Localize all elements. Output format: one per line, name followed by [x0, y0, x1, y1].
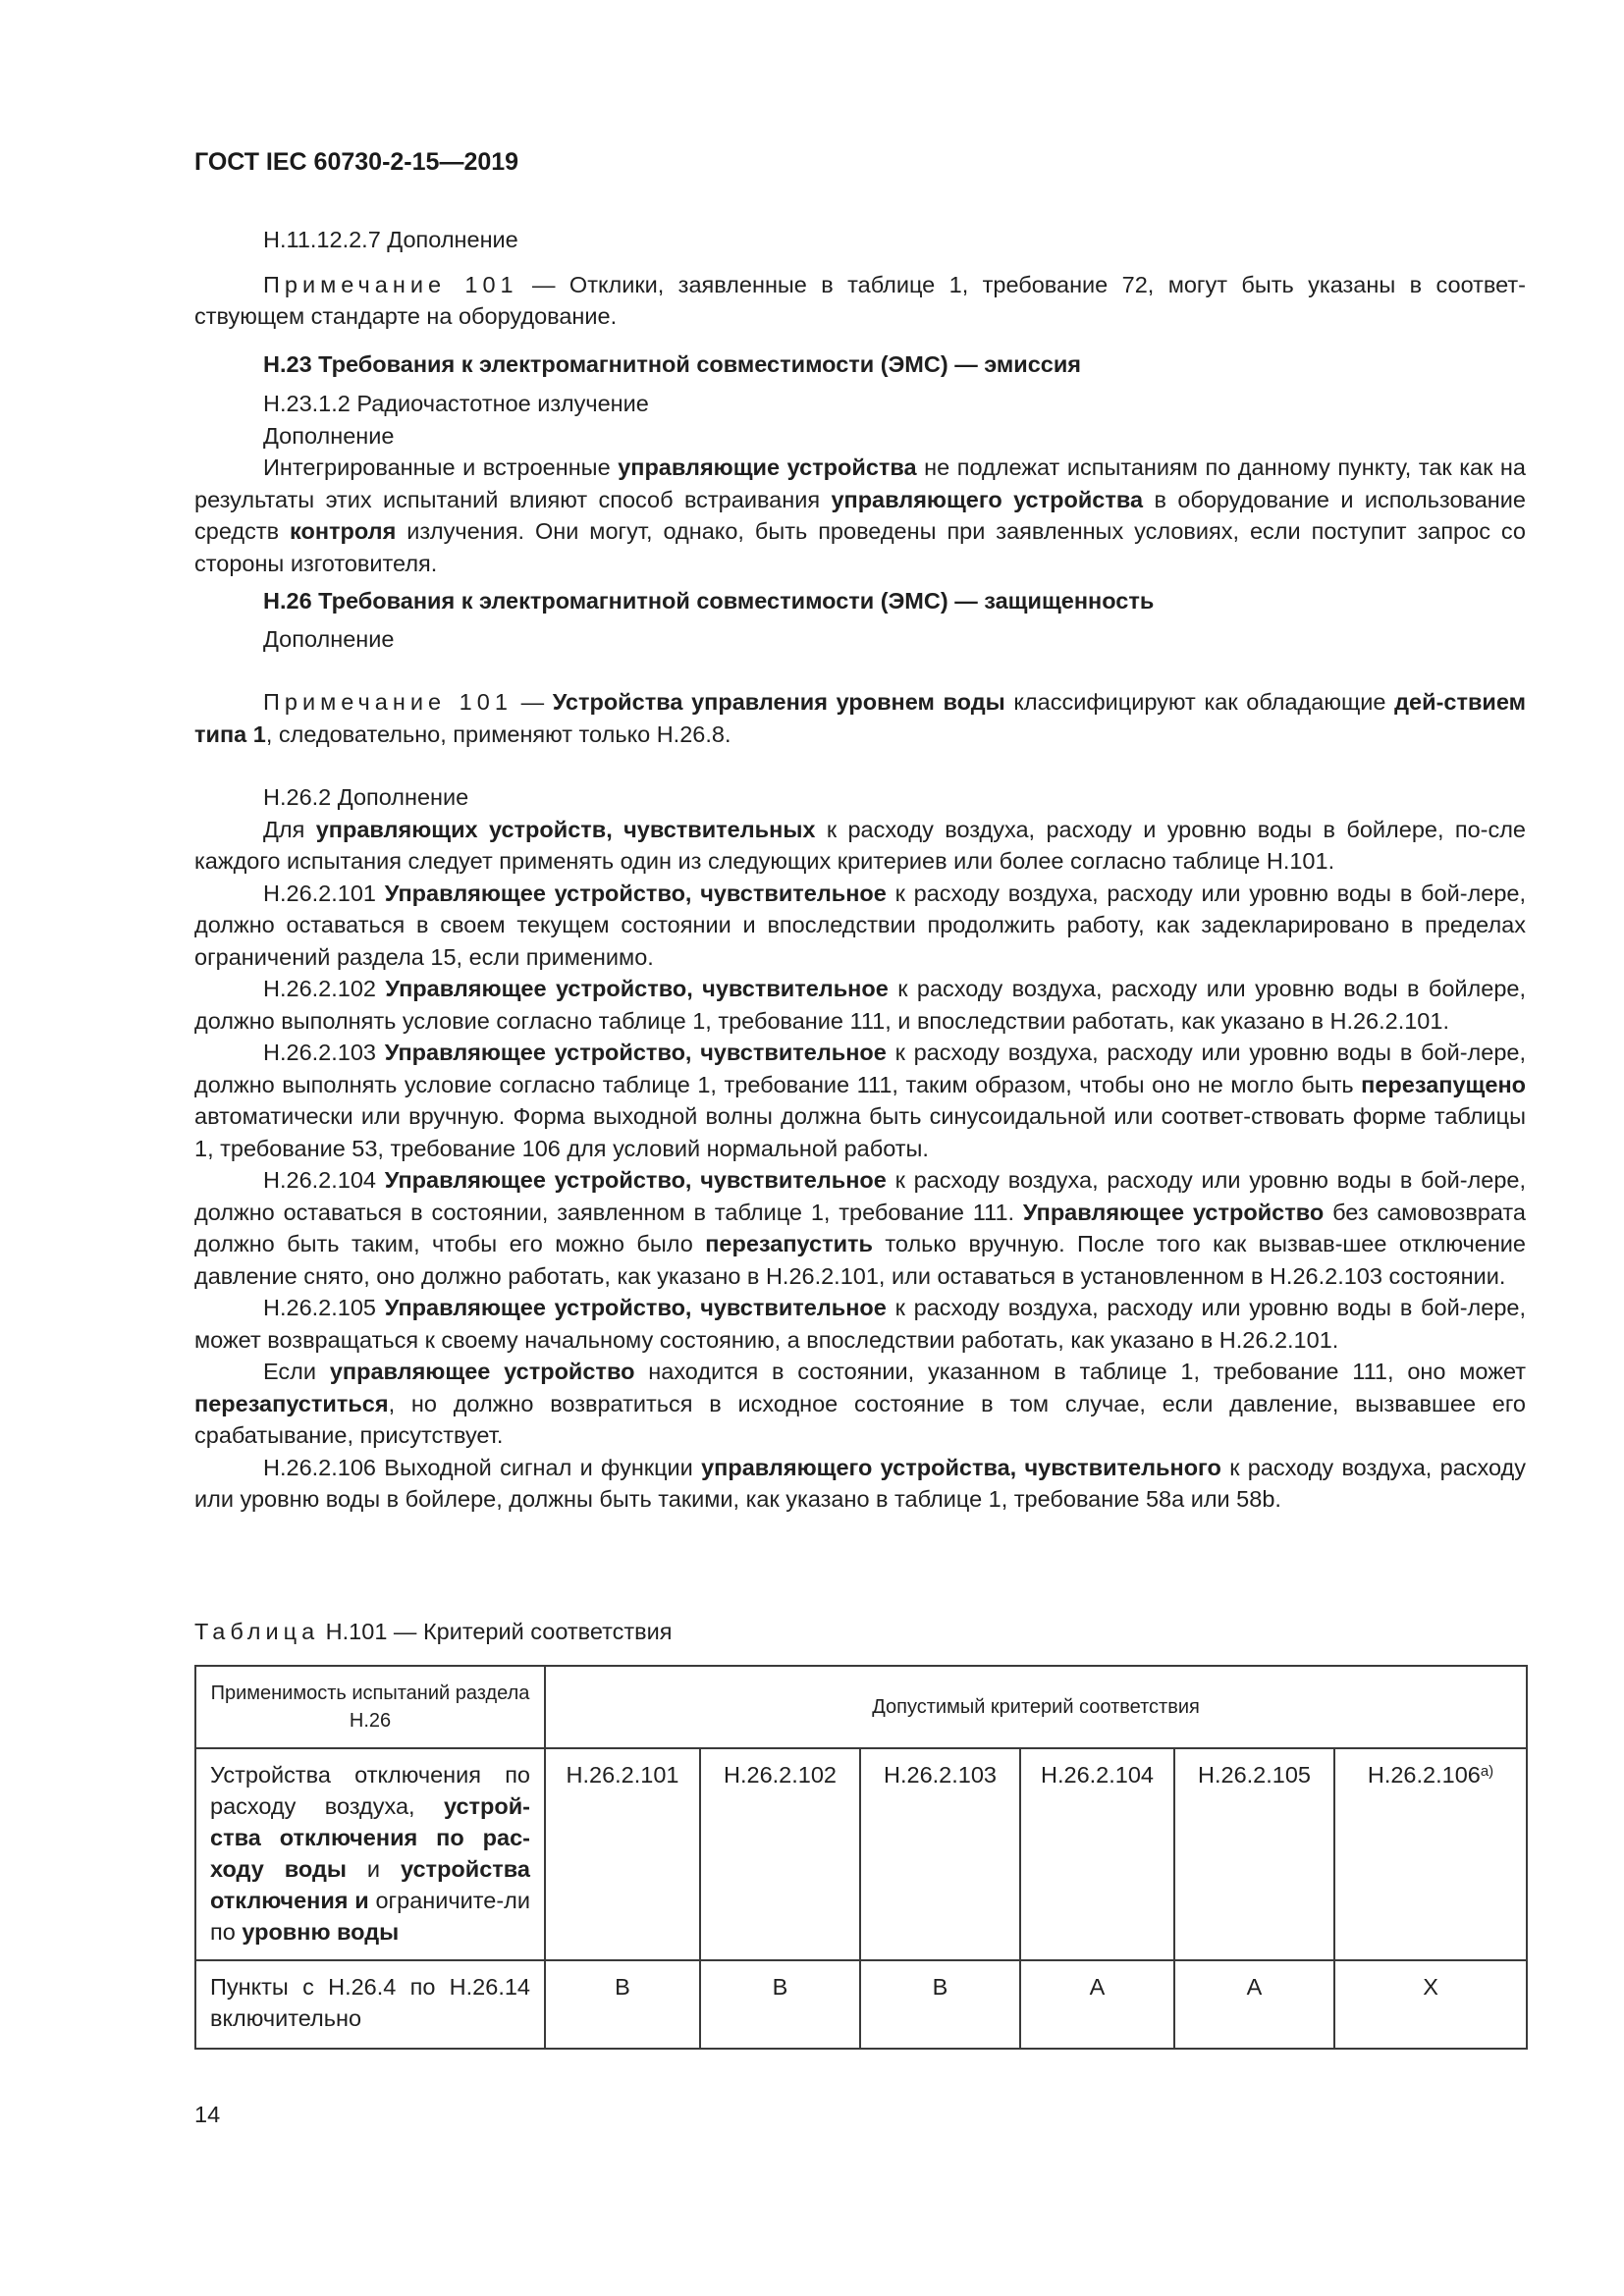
term-bold: Управляющее устройство, чувствительное [384, 1040, 887, 1065]
note-text: — Отклики, заявленные в таблице 1, требование 72, могут быть указаны в соответ-ствующем стандарте на оборудование. [194, 271, 1526, 329]
term-bold: уровню воды [242, 1919, 400, 1945]
term-bold: управляющего устройства [831, 486, 1144, 512]
term-bold: Управляющее устройство, чувствительное [384, 880, 887, 906]
term-bold: управляющие устройства [618, 454, 917, 480]
term-bold: Управляющее устройство, чувствительное [384, 1295, 887, 1320]
text-run: к расходу воздуха, расходу или уровню воды в бойлере, должно выполнять условие согласно таблице 1, требование 111, и впоследствии работать, как указано в H.26.2.101. [194, 976, 1526, 1034]
text-run: автоматически или вручную. Форма выходной волны должна быть синусоидальной или соответ-ствовать форме таблицы 1, требование 53, требование 106 для условий нормальной работы. [194, 1103, 1526, 1161]
term-bold: контроля [290, 518, 397, 544]
paragraph-for-controls [194, 814, 1526, 878]
term-bold: перезапуститься [194, 1390, 389, 1416]
clause-number: H.26.2.104 [263, 1167, 385, 1193]
text-run: к расходу воздуха, расходу или уровню воды в бой-лере, должно оставаться в своем текущем состоянии и впоследствии продолжить работу, как задекларировано в пределах ограничений раздела 15, если применимо. [194, 880, 1526, 970]
section-heading-h23: H.23 Требования к электромагнитной совместимости (ЭМС) — эмиссия [263, 350, 1082, 377]
document-body [194, 224, 1526, 1516]
text-run: Выходной сигнал и функции [384, 1454, 702, 1480]
clause-h11-12-2-7: H.11.12.2.7 Дополнение [263, 227, 518, 252]
table-cell-value: B [860, 1960, 1020, 2049]
table-cell-value: A [1174, 1960, 1334, 2049]
text-run: излучения. Они могут, однако, быть проведены при заявленных условиях, если поступит запрос со стороны изготовителя. [194, 518, 1526, 576]
text-run: Для [263, 816, 316, 842]
term-bold: дей-ствием типа 1 [194, 689, 1527, 747]
text-run: без самовозврата должно быть таким, чтобы его можно было [194, 1199, 1526, 1256]
table-cell-value: B [545, 1960, 700, 2049]
term-bold: устрой-ства отключения по рас-ходу воды [210, 1793, 530, 1882]
text-run: к расходу воздуха, расходу или уровню воды в бой-лере, должно оставаться в состоянии, заявленном в таблице 1, требование 111. [194, 1167, 1526, 1225]
clause-h26-2-103 [194, 1037, 1526, 1164]
text-run: находится в состоянии, указанном в таблице 1, требование 111, оно может [634, 1359, 1527, 1384]
text-run: , но должно возвратиться в исходное состояние в том случае, если давление, вызвавшее его срабатывание, присутствует. [194, 1390, 1526, 1448]
text-run: и [346, 1856, 401, 1882]
text-run: к расходу воздуха, расходу или уровню воды в бой-лере, может возвращаться к своему начальному состоянию, а впоследствии работать, как указано в H.26.2.101. [194, 1295, 1526, 1353]
table-row [195, 1960, 1527, 2049]
addition-label: Дополнение [263, 625, 395, 652]
term-bold: управляющего устройства, чувствительного [701, 1454, 1221, 1480]
table-cell-value: X [1334, 1960, 1527, 2049]
header-criterion: Допустимый критерий соответствия [545, 1666, 1527, 1748]
text-run: Интегрированные и встроенные [263, 454, 619, 480]
table-caption-label: Таблица [194, 1619, 320, 1644]
text-run: ограничите-ли по [210, 1888, 530, 1945]
term-bold: перезапущено [1361, 1071, 1526, 1097]
table-row [195, 1748, 1527, 1960]
table-cell-code: H.26.2.101 [545, 1748, 700, 1960]
table-cell-code: H.26.2.102 [700, 1748, 860, 1960]
document-header: ГОСТ IEC 60730-2-15—2019 [194, 148, 519, 176]
clause-number: H.26.2.101 [263, 880, 385, 906]
clause-h26-2-102 [194, 973, 1526, 1037]
term-bold: Управляющее устройство [1022, 1199, 1325, 1225]
criteria-table [194, 1665, 1528, 2050]
page-number: 14 [194, 2102, 221, 2127]
text-run: только вручную. После того как вызвав-шее отключение давление снято, оно должно работать, как указано в H.26.2.101, или оставаться в установленном в H.26.2.103 состоянии. [194, 1231, 1526, 1289]
clause-number: H.26.2.103 [263, 1040, 385, 1065]
section-heading-h26: H.26 Требования к электромагнитной совместимости (ЭМС) — защищенность [263, 588, 1155, 614]
term-bold: перезапустить [705, 1231, 873, 1256]
addition-label: Дополнение [263, 422, 395, 449]
table-caption-text: H.101 — Критерий соответствия [319, 1619, 673, 1644]
text-run: к расходу воздуха, расходу или уровню воды в бойлере, должны быть такими, как указано в таблице 1, требование 58a или 58b. [194, 1454, 1526, 1512]
code-text: H.26.2.106 [1367, 1762, 1481, 1788]
text-run: классифицируют как обладающие [1004, 689, 1395, 715]
term-bold: Управляющее устройство, чувствительное [384, 1167, 887, 1193]
header-applicability: Применимость испытаний раздела H.26 [195, 1666, 545, 1748]
note-label: Примечание 101 [263, 271, 518, 297]
row-label-clauses: Пункты с H.26.4 по H.26.14 включительно [195, 1960, 545, 2049]
table-cell-value: B [700, 1960, 860, 2049]
table-cell-code: H.26.2.103 [860, 1748, 1020, 1960]
table-caption [194, 1616, 673, 1647]
term-bold: Управляющее устройство, чувствительное [385, 976, 889, 1001]
row-label-devices [195, 1748, 545, 1960]
text-run: к расходу воздуха, расходу или уровню воды в бой-лере, должно выполнять условие согласно таблице 1, требование 111, таким образом, чтобы оно не могло быть [194, 1040, 1526, 1097]
table-cell-code: H.26.2.104 [1020, 1748, 1174, 1960]
text-run: , следовательно, применяют только H.26.8. [265, 721, 731, 747]
table-cell-value: A [1020, 1960, 1174, 2049]
clause-number: H.26.2.106 [263, 1454, 385, 1480]
clause-h26-2-104 [194, 1164, 1526, 1292]
paragraph-if-control [194, 1356, 1526, 1452]
term-bold: устройства отключения и [210, 1856, 531, 1913]
term-bold: Устройства управления уровнем воды [552, 689, 1005, 715]
text-run: — [512, 689, 553, 715]
clause-h23-1-2: H.23.1.2 Радиочастотное излучение [263, 391, 649, 416]
clause-number: H.26.2.102 [263, 976, 386, 1001]
clause-h26-2-105 [194, 1292, 1526, 1356]
note-101-first [194, 269, 1526, 333]
clause-h26-2: H.26.2 Дополнение [263, 784, 469, 810]
clause-number: H.26.2.105 [263, 1295, 385, 1320]
footnote-marker: a) [1480, 1763, 1494, 1780]
note-101-second [194, 686, 1526, 750]
paragraph-integrated [194, 452, 1526, 579]
text-run: Если [263, 1359, 330, 1384]
note-label: Примечание 101 [263, 689, 513, 715]
clause-h26-2-101 [194, 878, 1526, 974]
table-header-row [195, 1666, 1527, 1748]
term-bold: управляющее устройство [329, 1359, 635, 1384]
text-run: Устройства отключения по расходу воздуха, [210, 1762, 530, 1819]
text-run: в оборудование и использование средств [194, 486, 1526, 544]
term-bold: управляющих устройств, чувствительных [315, 816, 816, 842]
text-run: не подлежат испытаниям по данному пункту, так как на результаты этих испытаний влияют способ встраивания [194, 454, 1526, 512]
text-run: к расходу воздуха, расходу и уровню воды в бойлере, по-сле каждого испытания следует применять один из следующих критериев или более согласно таблице H.101. [194, 816, 1527, 874]
clause-h26-2-106 [194, 1452, 1526, 1516]
table-cell-code: H.26.2.105 [1174, 1748, 1334, 1960]
table-cell-code [1334, 1748, 1527, 1960]
